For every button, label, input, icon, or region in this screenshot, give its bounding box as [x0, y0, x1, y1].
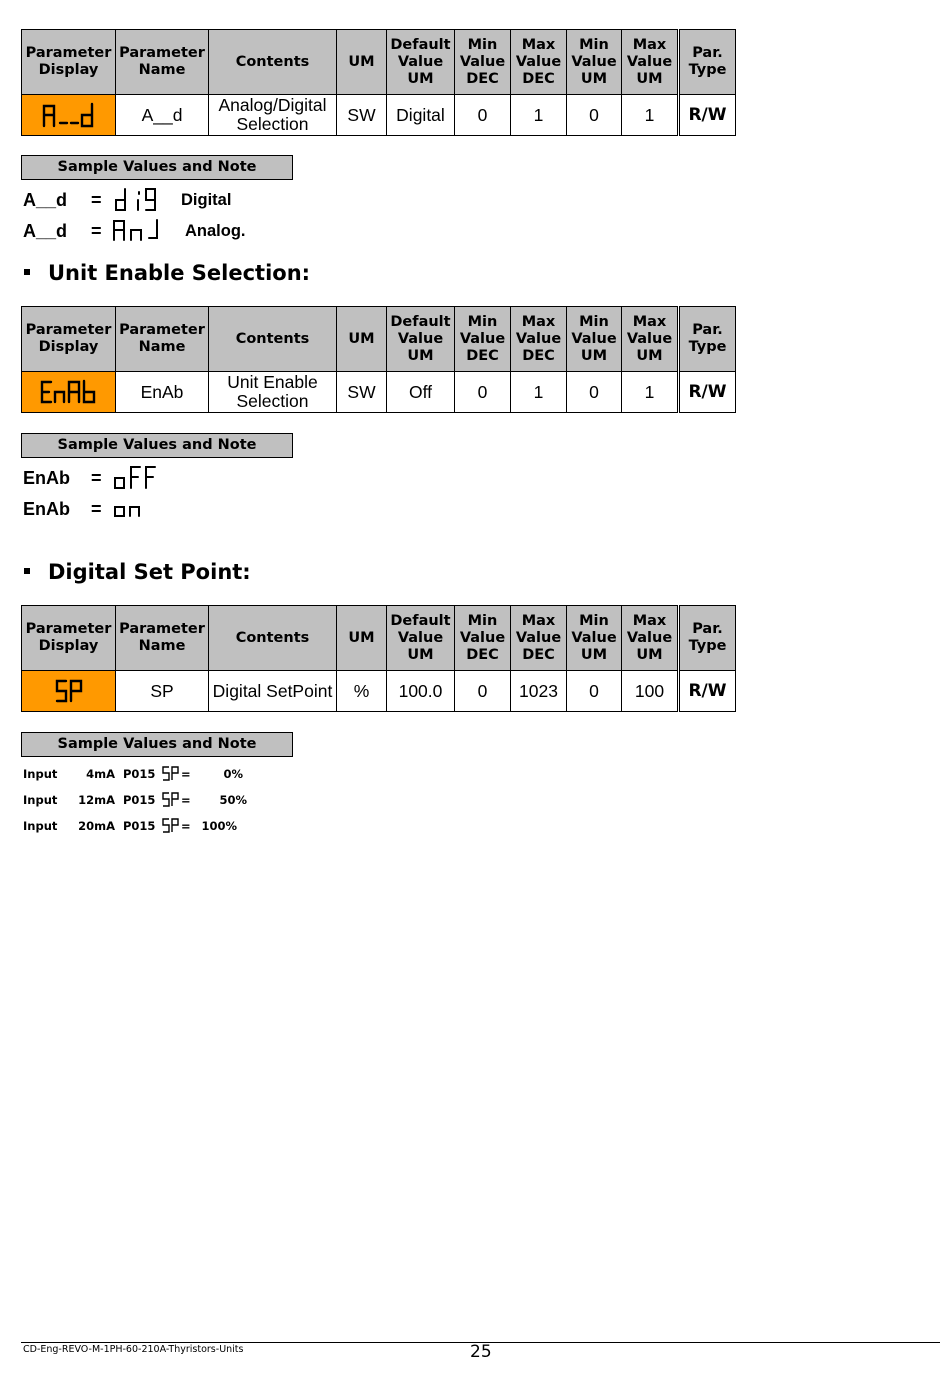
sample-param: EnAb — [23, 498, 70, 519]
param-contents: Digital SetPoint — [209, 671, 337, 712]
col-header: Max Value UM — [622, 30, 678, 95]
col-header: Parameter Name — [116, 606, 209, 671]
segment-display-a-d — [22, 95, 116, 136]
input-param: P015 — [123, 767, 156, 781]
input-label: Input — [23, 793, 58, 807]
col-header: Parameter Display — [22, 606, 116, 671]
sample-param: A__d — [23, 220, 68, 241]
input-equals: = — [181, 819, 191, 833]
param-contents: Unit Enable Selection — [209, 372, 337, 413]
param-name: EnAb — [116, 372, 209, 413]
sample-param: EnAb — [23, 467, 70, 488]
param-default: 100.0 — [387, 671, 455, 712]
sample-values-title: Sample Values and Note — [21, 433, 293, 458]
col-header: Default Value UM — [387, 606, 455, 671]
input-value: 0% — [223, 767, 243, 781]
param-min-dec: 0 — [455, 372, 511, 413]
table-header-row — [22, 307, 736, 372]
sample-value-line — [23, 495, 151, 523]
input-param: P015 — [123, 819, 156, 833]
col-header: Max Value DEC — [511, 606, 567, 671]
sample-description: Analog. — [185, 221, 246, 240]
section-heading-unit-enable — [24, 258, 310, 288]
table-header-row — [22, 30, 736, 95]
page-number: 25 — [470, 1342, 492, 1362]
input-label: Input — [23, 767, 58, 781]
col-header: Default Value UM — [387, 307, 455, 372]
param-max-um: 1 — [622, 95, 678, 136]
param-um: SW — [337, 372, 387, 413]
col-header: Max Value DEC — [511, 30, 567, 95]
param-table-enab — [21, 306, 736, 413]
col-header: Max Value DEC — [511, 307, 567, 372]
col-header: Parameter Name — [116, 30, 209, 95]
input-param: P015 — [123, 793, 156, 807]
col-header: Min Value DEC — [455, 606, 511, 671]
table-header-row — [22, 606, 736, 671]
heading-text: Unit Enable Selection: — [48, 261, 311, 285]
section-heading-digital-set-point — [24, 557, 251, 587]
sample-equals: = — [91, 220, 102, 241]
input-current: 4mA — [86, 767, 115, 781]
input-value: 100% — [201, 819, 237, 833]
param-max-um: 100 — [622, 671, 678, 712]
col-header: Contents — [209, 30, 337, 95]
input-mapping-line — [23, 816, 237, 836]
param-um: SW — [337, 95, 387, 136]
param-min-um: 0 — [567, 95, 622, 136]
col-header: Min Value UM — [567, 606, 622, 671]
param-default: Off — [387, 372, 455, 413]
param-max-dec: 1023 — [511, 671, 567, 712]
param-default: Digital — [387, 95, 455, 136]
param-min-dec: 0 — [455, 671, 511, 712]
sample-description: Digital — [181, 190, 232, 209]
sample-values-title: Sample Values and Note — [21, 155, 293, 180]
input-equals: = — [181, 767, 191, 781]
col-header: Par. Type — [680, 30, 736, 95]
segment-display-icon — [40, 378, 98, 406]
segment-sp-icon — [161, 817, 181, 835]
segment-off-icon — [111, 464, 171, 492]
sample-equals: = — [91, 467, 102, 488]
col-header: Max Value UM — [622, 606, 678, 671]
bullet-icon — [24, 269, 30, 275]
segment-display-icon — [41, 101, 97, 129]
table-row — [22, 95, 736, 136]
param-min-dec: 0 — [455, 95, 511, 136]
sample-equals: = — [91, 498, 102, 519]
input-value: 50% — [219, 793, 247, 807]
segment-display-enab — [22, 372, 116, 413]
param-max-dec: 1 — [511, 372, 567, 413]
col-header: Min Value DEC — [455, 307, 511, 372]
input-mapping-line — [23, 790, 247, 810]
col-header: Parameter Name — [116, 307, 209, 372]
param-type: R/W — [680, 372, 736, 413]
col-header: Contents — [209, 307, 337, 372]
param-min-um: 0 — [567, 372, 622, 413]
col-header: Min Value UM — [567, 30, 622, 95]
param-um: % — [337, 671, 387, 712]
sample-value-line — [23, 186, 231, 214]
param-name: SP — [116, 671, 209, 712]
param-max-um: 1 — [622, 372, 678, 413]
input-label: Input — [23, 819, 58, 833]
heading-text: Digital Set Point: — [48, 560, 251, 584]
param-contents: Analog/Digital Selection — [209, 95, 337, 136]
segment-sp-icon — [161, 791, 181, 809]
sample-value-line — [23, 217, 246, 245]
col-header: Par. Type — [680, 606, 736, 671]
sample-equals: = — [91, 189, 102, 210]
input-equals: = — [181, 793, 191, 807]
col-header: Par. Type — [680, 307, 736, 372]
param-type: R/W — [680, 95, 736, 136]
col-header: Min Value DEC — [455, 30, 511, 95]
col-header: Parameter Display — [22, 307, 116, 372]
footer-document-id: CD-Eng-REVO-M-1PH-60-210A-Thyristors-Units — [23, 1344, 244, 1355]
input-current: 12mA — [78, 793, 115, 807]
bullet-icon — [24, 568, 30, 574]
sample-values-title: Sample Values and Note — [21, 732, 293, 757]
col-header: Max Value UM — [622, 307, 678, 372]
param-name: A__d — [116, 95, 209, 136]
param-min-um: 0 — [567, 671, 622, 712]
col-header: Parameter Display — [22, 30, 116, 95]
param-table-a-d — [21, 29, 736, 136]
table-row — [22, 372, 736, 413]
segment-display-icon — [54, 677, 84, 705]
segment-on-icon — [111, 495, 151, 523]
col-header: Contents — [209, 606, 337, 671]
sample-param: A__d — [23, 189, 68, 210]
input-current: 20mA — [78, 819, 115, 833]
segment-sp-icon — [161, 765, 181, 783]
col-header: UM — [337, 307, 387, 372]
param-table-sp — [21, 605, 736, 712]
col-header: UM — [337, 30, 387, 95]
segment-dig-icon — [111, 186, 181, 214]
col-header: Default Value UM — [387, 30, 455, 95]
col-header: Min Value UM — [567, 307, 622, 372]
param-type: R/W — [680, 671, 736, 712]
segment-display-sp — [22, 671, 116, 712]
sample-value-line — [23, 464, 171, 492]
col-header: UM — [337, 606, 387, 671]
segment-anl-icon — [111, 217, 185, 245]
param-max-dec: 1 — [511, 95, 567, 136]
table-row — [22, 671, 736, 712]
input-mapping-line — [23, 764, 243, 784]
